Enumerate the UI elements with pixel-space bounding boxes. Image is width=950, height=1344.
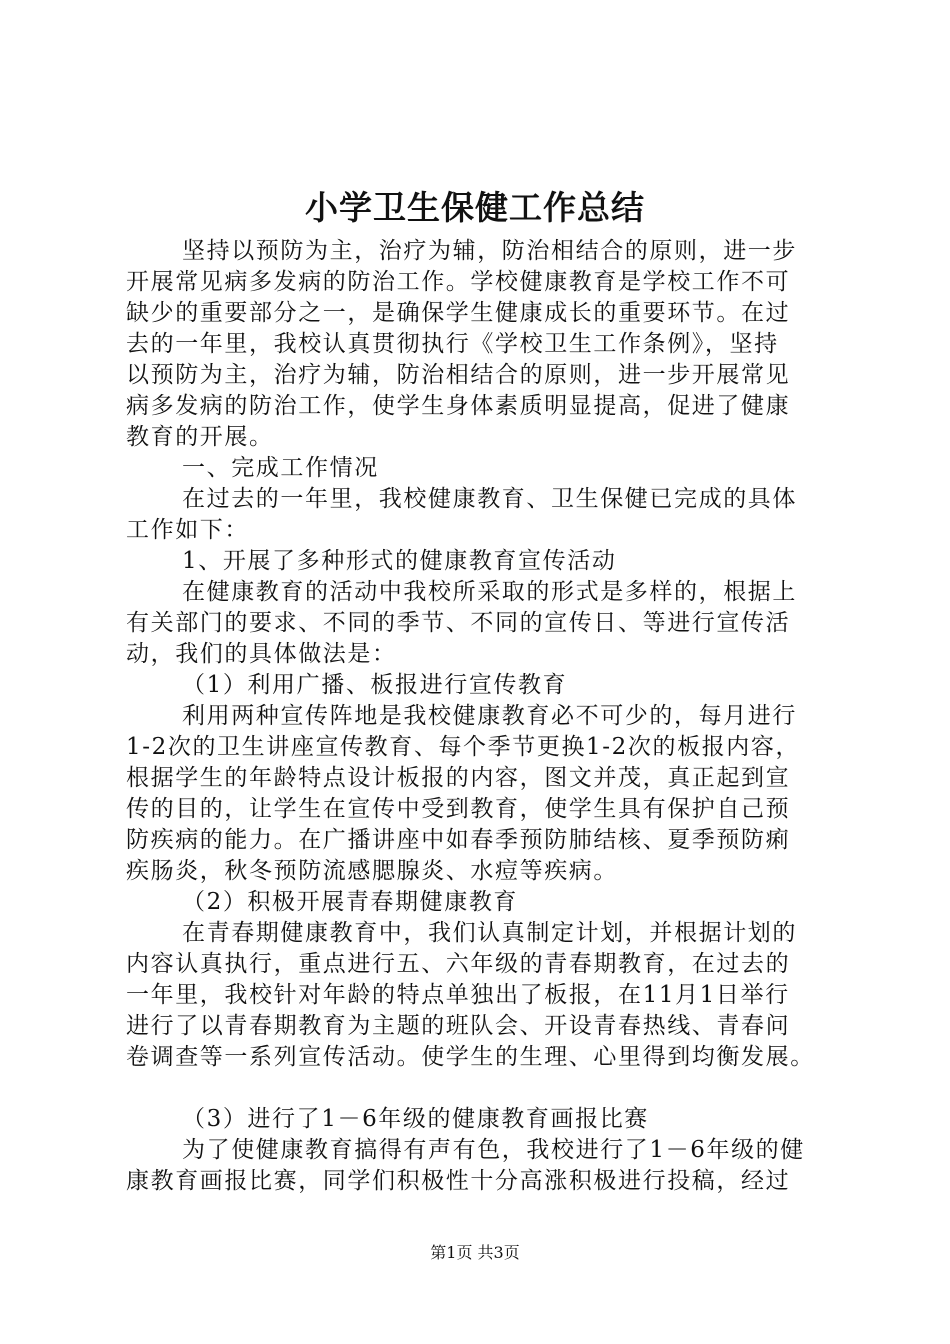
document-body	[126, 236, 846, 1197]
paragraph-line: 在青春期健康教育中，我们认真制定计划，并根据计划的	[182, 920, 797, 946]
paragraph-line: 在过去的一年里，我校健康教育、卫生保健已完成的具体	[182, 486, 797, 512]
paragraph-line: 根据学生的年龄特点设计板报的内容，图文并茂，真正起到宣	[126, 765, 791, 791]
paragraph-line: 病多发病的防治工作，使学生身体素质明显提高，促进了健康	[126, 393, 791, 419]
paragraph-line: 开展常见病多发病的防治工作。学校健康教育是学校工作不可	[126, 269, 791, 295]
paragraph-line: 缺少的重要部分之一，是确保学生健康成长的重要环节。在过	[126, 300, 791, 326]
paragraph-line: 以预防为主，治疗为辅，防治相结合的原则，进一步开展常见	[126, 362, 791, 388]
paragraph-line: 工作如下：	[126, 517, 249, 543]
document-title: 小学卫生保健工作总结	[305, 188, 645, 227]
paragraph-line: 进行了以青春期教育为主题的班队会、开设青春热线、青春问	[126, 1013, 791, 1039]
paragraph-line: 坚持以预防为主，治疗为辅，防治相结合的原则，进一步	[182, 238, 797, 264]
paragraph-line: 内容认真执行，重点进行五、六年级的青春期教育，在过去的	[126, 951, 791, 977]
paragraph-line: 1-2次的卫生讲座宣传教育、每个季节更换1-2次的板报内容，	[126, 734, 801, 760]
paragraph-line: 卷调查等一系列宣传活动。使学生的生理、心里得到均衡发展。	[126, 1044, 815, 1070]
paragraph-line: 一年里，我校针对年龄的特点单独出了板报，在11月1日举行	[126, 982, 790, 1008]
paragraph-line: 康教育画报比赛，同学们积极性十分高涨积极进行投稿，经过	[126, 1168, 791, 1194]
paragraph-line: （1）利用广播、板报进行宣传教育	[182, 672, 568, 698]
paragraph-line: （2）积极开展青春期健康教育	[182, 889, 519, 915]
paragraph-line: 教育的开展。	[126, 424, 274, 450]
paragraph-line: 防疾病的能力。在广播讲座中如春季预防肺结核、夏季预防痢	[126, 827, 791, 853]
paragraph-line: 为了使健康教育搞得有声有色，我校进行了1－6年级的健	[182, 1137, 805, 1163]
paragraph-line: 在健康教育的活动中我校所采取的形式是多样的，根据上	[182, 579, 797, 605]
paragraph-line: （3）进行了1－6年级的健康教育画报比赛	[182, 1106, 649, 1132]
paragraph-line: 疾肠炎，秋冬预防流感腮腺炎、水痘等疾病。	[126, 858, 618, 884]
paragraph-line	[126, 1073, 846, 1104]
paragraph-line: 利用两种宣传阵地是我校健康教育必不可少的，每月进行	[182, 703, 797, 729]
paragraph-line: 1、开展了多种形式的健康教育宣传活动	[182, 548, 617, 574]
paragraph-line: 动，我们的具体做法是：	[126, 641, 397, 667]
paragraph-line: 一、完成工作情况	[182, 455, 379, 481]
paragraph-line: 去的一年里，我校认真贯彻执行《学校卫生工作条例》，坚持	[126, 331, 779, 357]
paragraph-line: 有关部门的要求、不同的季节、不同的宣传日、等进行宣传活	[126, 610, 791, 636]
paragraph-line: 传的目的，让学生在宣传中受到教育，使学生具有保护自己预	[126, 796, 791, 822]
page-footer: 第1页 共3页	[430, 1243, 520, 1262]
